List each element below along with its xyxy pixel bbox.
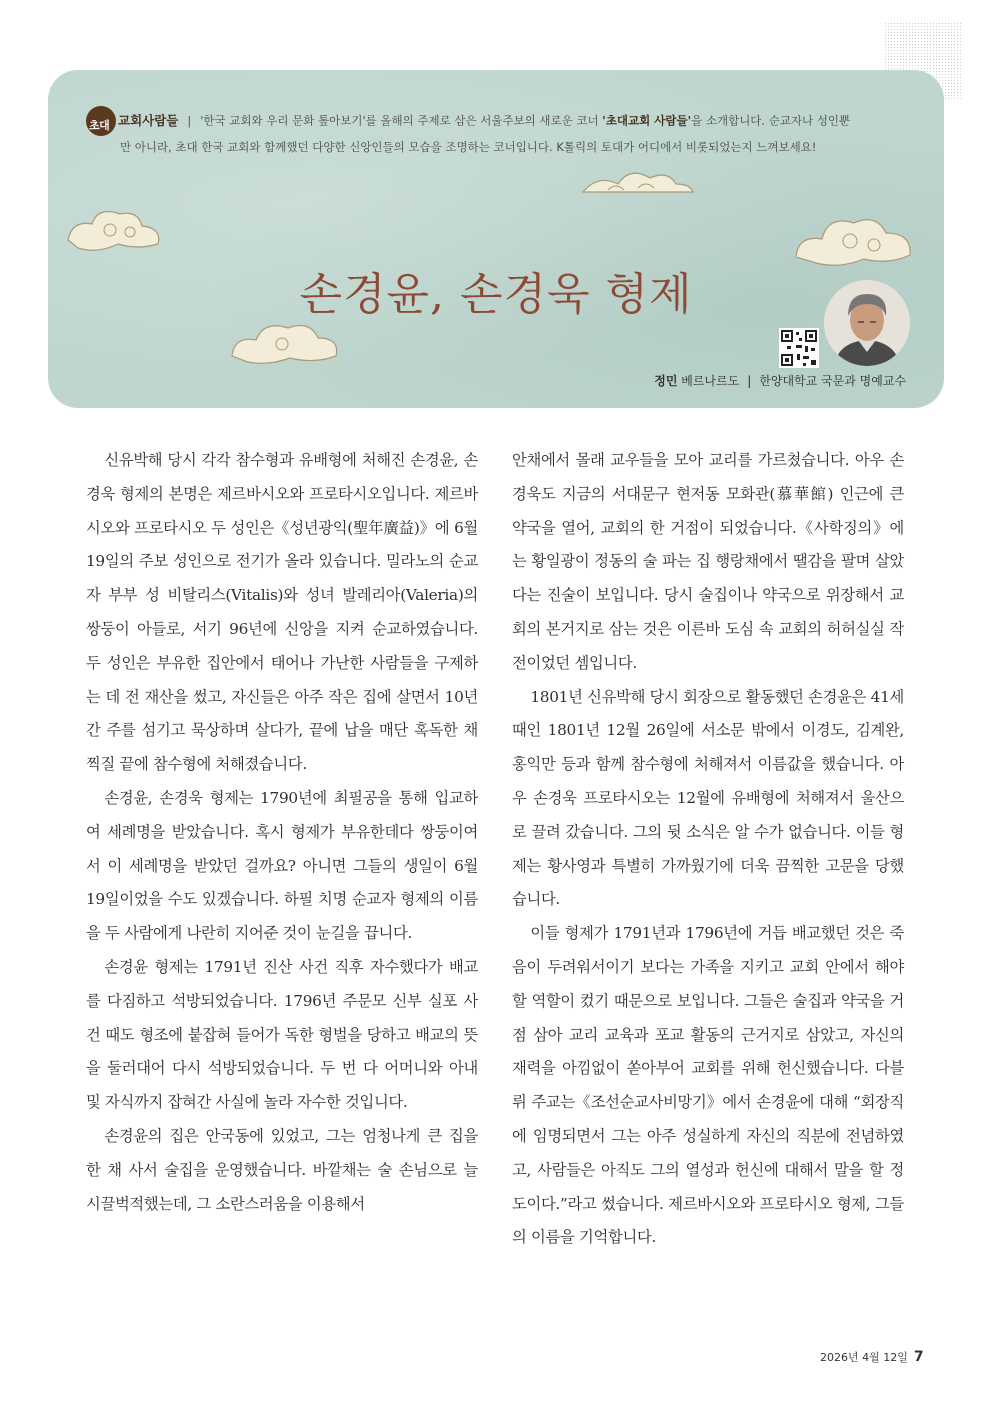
paragraph-continued: 안채에서 몰래 교우들을 모아 교리를 가르쳤습니다. 아우 손경욱도 지금의 서대문구 현저동 모화관(慕華館) 인근에 큰 약국을 열어, 교회의 한 거점이 되었습니다.《사학징의》에는 황일광이 정동의 술 파는 집 행랑채에서 땔감을 팔며 살았다는 진술이 보입니다. 당시 술집이나 약국으로 위장해서 교회의 본거지로 삼는 것은 이른바 도심 속 교회의 허허실실 작전이었던 셈입니다. xyxy=(512,451,904,672)
article-column-left xyxy=(86,444,478,1221)
column-badge xyxy=(86,106,116,136)
page-number: 7 xyxy=(913,1349,924,1365)
column-intro xyxy=(86,106,906,159)
intro-highlight: '초대교회 사람들' xyxy=(602,113,692,128)
column-label: 교회사람들 xyxy=(118,112,179,128)
intro-text-end: 을 소개합니다. 순교자나 성인뿐 xyxy=(691,113,851,128)
cloud-icon xyxy=(58,200,168,260)
issue-date: 2026년 4월 12일 xyxy=(820,1351,908,1364)
intro-line-2: 만 아니라, 초대 한국 교회와 함께했던 다양한 신앙인들의 모습을 조명하는 코너입니다. K톨릭의 토대가 어디에서 비롯되었는지 느껴보세요! xyxy=(120,140,817,154)
intro-text: '한국 교회와 우리 문화 톺아보기'를 올해의 주제로 삼은 서울주보의 새로운 코너 xyxy=(200,113,603,128)
paragraph: 신유박해 당시 각각 참수형과 유배형에 처해진 손경윤, 손경욱 형제의 본명은 제르바시오와 프로타시오입니다. 제르바시오와 프로타시오 두 성인은《성년광익(聖年廣益)》에 6월 19일의 주보 성인으로 전기가 올라 있습니다. 밀라노의 순교자 부부 성 비탈리스(Vitalis)와 성녀 발레리아(Valeria)의 쌍둥이 아들로, 서기 96년에 신앙을 지켜 순교하였습니다. 두 성인은 부유한 집안에서 태어나 가난한 사람들을 구제하는 데 전 재산을 썼고, 자신들은 아주 작은 집에 살면서 10년간 주를 섬기고 묵상하며 살다가, 끝에 납을 매단 혹독한 채찍질 끝에 참수형에 처해졌습니다. xyxy=(86,451,478,774)
qr-code-icon[interactable] xyxy=(779,328,819,368)
header-banner xyxy=(48,70,944,408)
author-name: 정민 xyxy=(654,374,678,388)
cloud-icon xyxy=(578,162,698,202)
page-footer xyxy=(820,1349,924,1365)
paragraph: 손경윤, 손경욱 형제는 1790년에 최필공을 통해 입교하여 세례명을 받았습니다. 혹시 형제가 부유한데다 쌍둥이여서 이 세례명을 받았던 걸까요? 아니면 그들의 생일이 6월 19일이었을 수도 있겠습니다. 하필 치명 순교자 형제의 이름을 두 사람에게 나란히 지어준 것이 눈길을 끕니다. xyxy=(86,788,478,943)
article-column-right xyxy=(512,444,904,1255)
paragraph: 이들 형제가 1791년과 1796년에 거듭 배교했던 것은 죽음이 두려워서이기 보다는 가족을 지키고 교회 안에서 해야 할 역할이 컸기 때문으로 보입니다. 그들은 술집과 약국을 거점 삼아 교리 교육과 포교 활동의 근거지로 삼았고, 자신의 재력을 아낌없이 쏟아부어 교회를 위해 헌신했습니다. 다블뤼 주교는《조선순교사비망기》에서 손경윤에 대해 “회장직에 임명되면서 그는 아주 성실하게 자신의 직분에 전념하였고, 사람들은 아직도 그의 열성과 헌신에 대해서 말을 할 정도이다.”라고 썼습니다. 제르바시오와 프로타시오 형제, 그들의 이름을 기억합니다. xyxy=(512,924,904,1247)
article-title: 손경윤, 손경욱 형제 xyxy=(299,269,693,320)
paragraph: 손경윤 형제는 1791년 진산 사건 직후 자수했다가 배교를 다짐하고 석방되었습니다. 1796년 주문모 신부 실포 사건 때도 형조에 붙잡혀 들어가 독한 형벌을 당하고 배교의 뜻을 둘러대어 다시 석방되었습니다. 두 번 다 어머니와 아내 및 자식까지 잡혀간 사실에 놀라 자수한 것입니다. xyxy=(86,957,478,1112)
author-affiliation: 한양대학교 국문과 명예교수 xyxy=(759,374,906,388)
badge-text: 초대 xyxy=(89,119,110,132)
cloud-icon xyxy=(224,314,344,370)
paragraph: 손경윤의 집은 안국동에 있었고, 그는 엄청나게 큰 집을 한 채 사서 술집을 운영했습니다. 바깥채는 술 손님으로 늘 시끌벅적했는데, 그 소란스러움을 이용해서 xyxy=(86,1126,478,1213)
author-photo xyxy=(824,280,910,366)
label-separator: | xyxy=(187,113,192,128)
paragraph: 1801년 신유박해 당시 회장으로 활동했던 손경윤은 41세 때인 1801년 12월 26일에 서소문 밖에서 이경도, 김계완, 홍익만 등과 함께 참수형에 처해져서 이름값을 했습니다. 아우 손경욱 프로타시오는 12월에 유배형에 처해져서 울산으로 끌려 갔습니다. 그의 뒷 소식은 알 수가 없습니다. 이들 형제는 황사영과 특별히 가까웠기에 더욱 끔찍한 고문을 당했습니다. xyxy=(512,687,904,909)
author-byline xyxy=(654,372,906,389)
author-baptismal-name: 베르나르도 xyxy=(681,374,740,388)
byline-separator: | xyxy=(747,374,752,388)
